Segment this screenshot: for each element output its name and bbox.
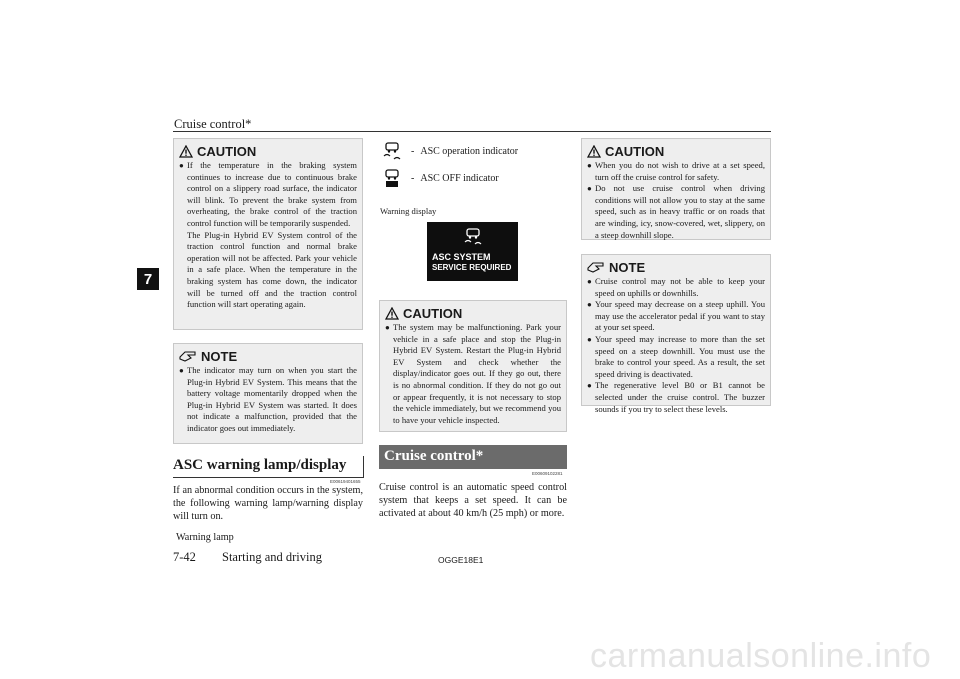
caution-label: CAUTION <box>403 305 463 321</box>
note-label: NOTE <box>201 348 238 364</box>
cruise-section-title: Cruise control* <box>384 448 484 464</box>
caution-bullet-text: Do not use cruise control when driving conditions will not allow you to stay at the same speed, such as in heavy traffic or on roads that are winding, icy, snow-covered, wet, slippery, on a steep downhill slope. <box>595 183 765 240</box>
note-bullet <box>587 380 765 415</box>
cruise-section-heading <box>379 445 567 469</box>
caution-box-left <box>173 138 363 330</box>
warning-triangle-icon <box>179 145 193 158</box>
caution-box-right <box>581 138 771 240</box>
indicator-text: ASC OFF indicator <box>420 172 499 184</box>
note-bullet-text: Your speed may increase to more than the set speed on a steep downhill. You must use the brake to control your speed. As a result, the set speed driving is deactivated. <box>595 333 765 379</box>
note-box-right <box>581 254 771 414</box>
note-box-left <box>173 343 363 444</box>
chapter-tab: 7 <box>137 268 159 290</box>
dash-text: - <box>411 172 415 184</box>
display-line-2: SERVICE REQUIRED <box>432 263 512 272</box>
caution-heading <box>587 142 765 160</box>
footer-section: Starting and driving <box>222 550 322 564</box>
note-hand-icon <box>587 261 605 273</box>
footer-doc-code: OGGE18E1 <box>438 555 484 565</box>
display-line-1: ASC SYSTEM <box>432 252 491 262</box>
caution-label: CAUTION <box>605 143 665 159</box>
dash-text: - <box>411 145 415 157</box>
note-hand-icon <box>179 350 197 362</box>
caution-bullet-text: The system may be malfunctioning. Park your vehicle in a safe place and stop the Plug-in Hybrid EV System. Restart the Plug-in Hybrid EV System and check whether the display/indicator goes out. If they go out, there is no abnormal condition. If they do not go out or appear frequently, it is not necessary to stop the vehicle immediately, but we recommend you to have your vehicle inspected. <box>393 322 561 425</box>
bullet-icon: ● <box>385 323 390 332</box>
caution-bullet <box>587 183 765 241</box>
warning-lamp-label: Warning lamp <box>176 532 234 543</box>
note-bullet <box>179 365 357 435</box>
page-header-title: Cruise control* <box>174 117 252 131</box>
indicator-row-asc-off <box>381 167 499 189</box>
asc-off-icon <box>381 167 403 189</box>
bullet-icon: ● <box>587 184 592 194</box>
indicator-row-asc-operation <box>381 140 518 162</box>
asc-operation-icon <box>381 140 403 162</box>
note-bullet <box>587 276 765 299</box>
bullet-icon: ● <box>587 277 592 286</box>
header-rule <box>173 131 771 132</box>
asc-section-heading <box>173 456 364 478</box>
bullet-icon: ● <box>587 381 592 391</box>
note-heading <box>587 258 765 276</box>
cruise-section-code: E00609102281 <box>532 471 563 476</box>
note-label: NOTE <box>609 259 646 275</box>
watermark: carmanualsonline.info <box>590 637 932 675</box>
asc-display-car-icon <box>463 227 483 245</box>
caution-bullet <box>587 160 765 183</box>
caution-heading <box>385 304 561 322</box>
caution-bullet <box>385 322 561 426</box>
caution-bullet-text: If the temperature in the braking system continues to increase due to continuous brake control on a slippery road surface, the indicator will blink. To prevent the brake system from overheating, the brake control of the traction control function will be temporarily suspended. <box>187 160 357 228</box>
bullet-icon: ● <box>587 334 592 344</box>
asc-section-code: E00619401655 <box>330 479 361 484</box>
cruise-section-body: Cruise control is an automatic speed control system that keeps a set speed. It can be activated at about 40 km/h (25 mph) or more. <box>379 482 567 519</box>
note-bullet-text: The regenerative level B0 or B1 cannot be selected under the cruise control. The buzzer sounds if you try to select these levels. <box>595 380 765 414</box>
bullet-icon: ● <box>587 300 592 310</box>
footer-page-number: 7-42 <box>173 550 196 564</box>
caution-paragraph: The Plug-in Hybrid EV System control of the traction control function and normal brake operation will not be affected. Park your vehicle in a safe place. When the temperature in the braking system has come down, the indicator will be turned off and the traction control function will start operating again. <box>187 229 357 310</box>
note-bullet-text: The indicator may turn on when you start the Plug-in Hybrid EV System. This means that the battery voltage momentarily dropped when the Plug-in Hybrid EV System was started. It does not indicate a malfunction, provided that the indicator goes out immediately. <box>187 365 357 433</box>
bullet-icon: ● <box>587 161 592 170</box>
note-heading <box>179 347 357 365</box>
note-bullet <box>587 334 765 380</box>
asc-section-title: ASC warning lamp/display <box>173 457 347 473</box>
indicator-text: ASC operation indicator <box>420 145 519 157</box>
caution-bullet <box>179 160 357 230</box>
caution-box-middle <box>379 300 567 432</box>
caution-heading <box>179 142 357 160</box>
bullet-icon: ● <box>179 161 184 170</box>
note-bullet <box>587 299 765 334</box>
warning-display-label: Warning display <box>380 206 437 216</box>
asc-warning-display <box>427 222 518 281</box>
caution-bullet-text: When you do not wish to drive at a set speed, turn off the cruise control for safety. <box>595 160 765 182</box>
warning-triangle-icon <box>385 307 399 320</box>
note-bullet-text: Your speed may decrease on a steep uphill. You may use the accelerator pedal if you want to stay at your set speed. <box>595 299 765 333</box>
asc-section-body: If an abnormal condition occurs in the system, the following warning lamp/warning display will turn on. <box>173 485 363 522</box>
note-bullet-text: Cruise control may not be able to keep your speed on uphills or downhills. <box>595 276 765 298</box>
bullet-icon: ● <box>179 366 184 375</box>
caution-label: CAUTION <box>197 143 257 159</box>
warning-triangle-icon <box>587 145 601 158</box>
